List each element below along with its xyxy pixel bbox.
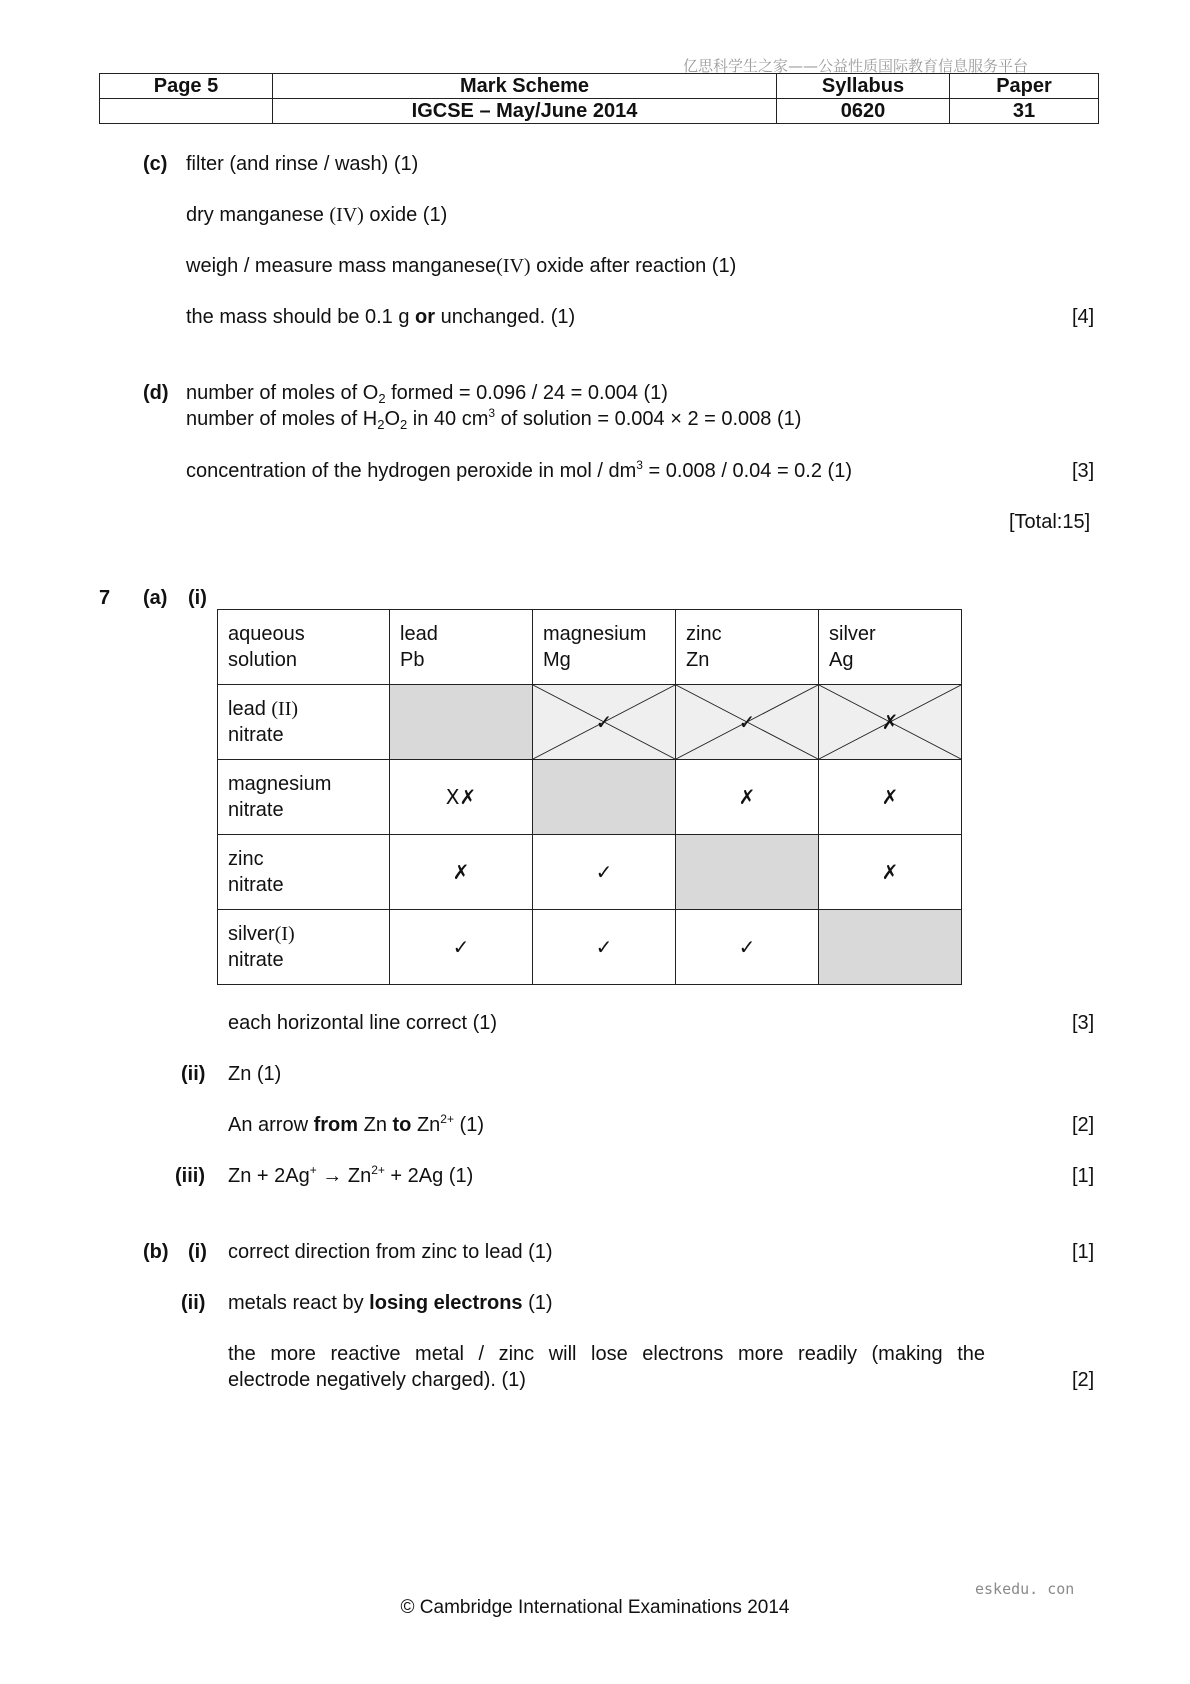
cell-lead-nitrate-zn	[676, 685, 819, 760]
cell-lead-nitrate-pb	[390, 685, 533, 760]
col-header-silver: silver Ag	[819, 610, 962, 685]
q7bi-mark: [1]	[1072, 1241, 1095, 1263]
header-title: Mark Scheme	[273, 74, 777, 99]
col-header-solution: aqueous solution	[218, 610, 390, 685]
q6c-line3: weigh / measure mass manganese(IV) oxide after reaction (1)	[186, 255, 737, 277]
tick-icon: ✓	[595, 710, 613, 734]
cell-magnesium-nitrate-ag	[819, 760, 962, 835]
cell-zinc-nitrate-mg	[533, 835, 676, 910]
q7aii-mark: [2]	[1072, 1114, 1095, 1136]
q7aiii-mark: [1]	[1072, 1165, 1095, 1187]
cell-lead-nitrate-ag	[819, 685, 962, 760]
watermark-top: 亿思科学生之家——公益性质国际教育信息服务平台	[683, 57, 1029, 75]
tick-icon: ✓	[595, 860, 613, 884]
col-header-magnesium: magnesium Mg	[533, 610, 676, 685]
cross-icon: ✗	[881, 710, 899, 734]
row-label-magnesium-nitrate: magnesium nitrate	[218, 760, 390, 835]
cross-icon: ✗	[881, 860, 899, 884]
tick-icon: ✓	[452, 935, 470, 959]
q7aiii-label: (iii)	[175, 1165, 205, 1187]
q6d-line1: number of moles of $O_2$ formed = 0.096 / 24 = 0.004 (1)	[186, 382, 668, 406]
q6d-line2: number of moles of $H_2O_2$ in 40 $cm^3$ of solution = 0.004 × 2 = 0.008 (1)	[186, 406, 802, 432]
cell-silver-nitrate-mg	[533, 910, 676, 985]
q6c-line1: filter (and rinse / wash) (1)	[186, 153, 419, 175]
footer-copyright: © Cambridge International Examinations 2014	[400, 1597, 790, 1618]
cell-magnesium-nitrate-pb	[390, 760, 533, 835]
row-label-lead-nitrate: lead (II) nitrate	[218, 685, 390, 760]
q6d-line3: concentration of the hydrogen peroxide in mol / $dm^3 = 0.008 / 0.04 = 0.2$ (1)	[186, 458, 852, 482]
header-table	[99, 73, 1099, 124]
q7ai-mark: [3]	[1072, 1012, 1095, 1034]
q7bii-line2: the more reactive metal / zinc will lose electrons more readily (making the	[228, 1343, 985, 1365]
q7ai-label: (i)	[188, 587, 207, 609]
cell-silver-nitrate-ag	[819, 910, 962, 985]
q7bii-line1: metals react by losing electrons (1)	[228, 1292, 553, 1314]
row-label-silver-nitrate: silver(I) nitrate	[218, 910, 390, 985]
q7a-label: (a)	[143, 587, 168, 609]
header-syllabus: 0620	[777, 99, 950, 124]
q7bii-label: (ii)	[181, 1292, 206, 1314]
header-syllabus-label: Syllabus	[777, 74, 950, 99]
q7b-label: (b)	[143, 1241, 169, 1263]
q6d-label: (d)	[143, 382, 169, 404]
cell-silver-nitrate-pb	[390, 910, 533, 985]
header-page: Page 5	[100, 74, 273, 99]
q7aii-label: (ii)	[181, 1063, 206, 1085]
q6d-mark: [3]	[1072, 460, 1095, 482]
q6c-label: (c)	[143, 153, 168, 175]
watermark-bottom: eskedu. con	[975, 1580, 1075, 1598]
q6-total: [Total:15]	[1009, 511, 1091, 533]
cross-icon: ✗	[452, 860, 470, 884]
cell-magnesium-nitrate-zn	[676, 760, 819, 835]
reactivity-table	[217, 609, 962, 985]
q6c-line2: dry manganese (IV) oxide (1)	[186, 204, 448, 226]
header-paper-label: Paper	[950, 74, 1099, 99]
q7aii-line1: Zn (1)	[228, 1063, 282, 1085]
tick-icon: ✓	[738, 710, 756, 734]
header-exam: IGCSE – May/June 2014	[273, 99, 777, 124]
q7bi-text: correct direction from zinc to lead (1)	[228, 1241, 553, 1263]
header-empty	[100, 99, 273, 124]
header-paper: 31	[950, 99, 1099, 124]
cross-icon: ✗	[738, 785, 756, 809]
tick-icon: ✓	[738, 935, 756, 959]
q6c-mark: [4]	[1072, 306, 1095, 328]
q7aiii-equation: $Zn + 2Ag^+ \to Zn^{2+} + 2Ag$ (1)	[228, 1163, 474, 1187]
cell-silver-nitrate-zn	[676, 910, 819, 985]
q7bii-line3: electrode negatively charged). (1)	[228, 1369, 526, 1391]
cross-icon: X✗	[445, 785, 477, 809]
col-header-zinc: zinc Zn	[676, 610, 819, 685]
cross-icon: ✗	[881, 785, 899, 809]
q7-number: 7	[99, 587, 111, 609]
cell-zinc-nitrate-ag	[819, 835, 962, 910]
q7bi-label: (i)	[188, 1241, 207, 1263]
cell-zinc-nitrate-pb	[390, 835, 533, 910]
row-label-zinc-nitrate: zinc nitrate	[218, 835, 390, 910]
q6c-line4: the mass should be 0.1 g or unchanged. (1)	[186, 306, 576, 328]
cell-magnesium-nitrate-mg	[533, 760, 676, 835]
cell-lead-nitrate-mg	[533, 685, 676, 760]
col-header-lead: lead Pb	[390, 610, 533, 685]
q7aii-line2: An arrow from Zn to $Zn^{2+}$ (1)	[228, 1112, 484, 1136]
q7bii-mark: [2]	[1072, 1369, 1095, 1391]
tick-icon: ✓	[595, 935, 613, 959]
cell-zinc-nitrate-zn	[676, 835, 819, 910]
q7ai-each-line: each horizontal line correct (1)	[228, 1012, 498, 1034]
